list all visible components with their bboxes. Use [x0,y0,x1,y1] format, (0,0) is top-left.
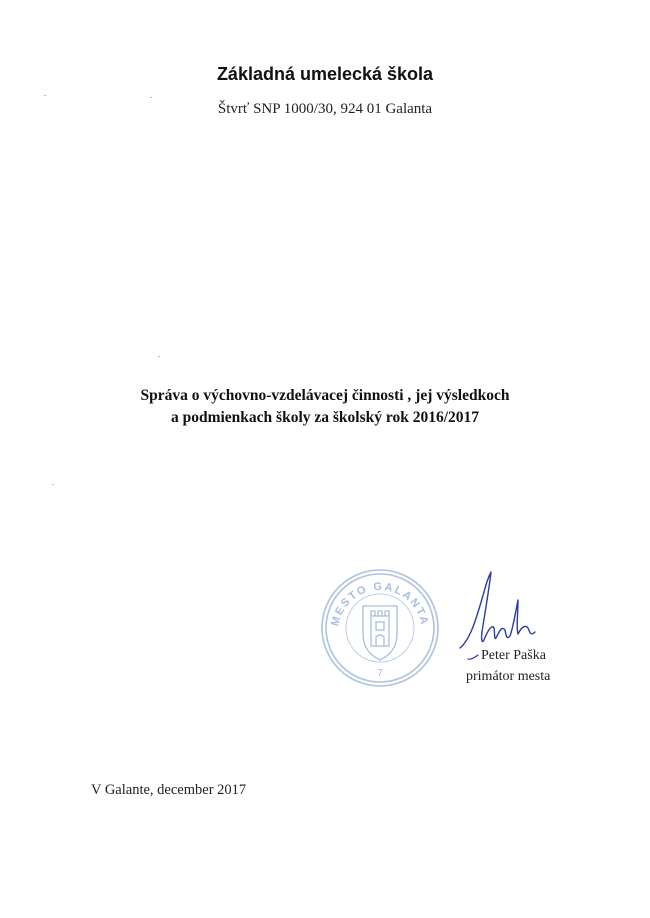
place-and-date: V Galante, december 2017 [91,782,247,798]
scan-speck [52,484,54,485]
scan-speck [150,97,152,98]
scan-speck [44,95,46,96]
school-name: Základná umelecká škola [216,64,434,84]
stamp-text: MESTO GALANTA [329,580,431,628]
report-title-line-2: a podmienkach školy za školský rok 2016/2017 [170,409,480,426]
scan-speck [158,356,160,357]
report-title-line-1: Správa o výchovno-vzdelávacej činnosti , jej výsledkoch [140,387,510,404]
signer-name: Peter Paška [481,648,546,663]
city-stamp [318,566,442,690]
signer-role: primátor mesta [466,669,551,684]
report-title [0,385,650,429]
stamp-number: 7 [377,668,383,679]
coat-of-arms-icon [363,606,397,660]
school-address: Štvrť SNP 1000/30, 924 01 Galanta [217,101,433,117]
